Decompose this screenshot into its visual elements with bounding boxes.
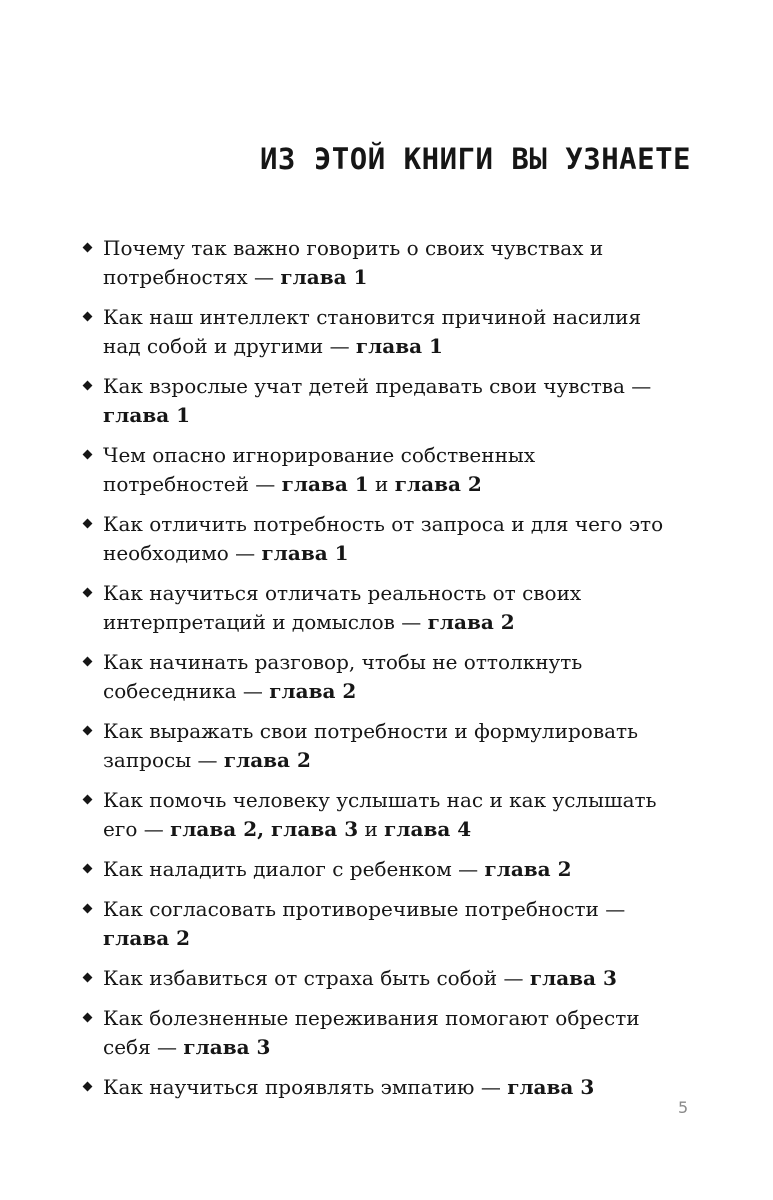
topics-list (80, 234, 680, 1113)
item-text: Чем опасно игнорирование собственных потребностей — (103, 443, 536, 496)
chapter-ref: глава 2 (394, 472, 482, 496)
chapter-ref: глава 2 (427, 610, 515, 634)
list-item (80, 441, 680, 499)
diamond-bullet-icon (83, 864, 93, 874)
page-number: 5 (678, 1098, 689, 1117)
chapter-ref: глава 2 (223, 748, 311, 772)
list-item (80, 895, 680, 953)
item-text: Почему так важно говорить о своих чувствах и потребностях — (103, 236, 604, 289)
diamond-bullet-icon (83, 243, 93, 253)
item-text: Как избавиться от страха быть собой — (103, 966, 530, 990)
item-text: Как начинать разговор, чтобы не оттолкнуть собеседника — (103, 650, 583, 703)
diamond-bullet-icon (83, 973, 93, 983)
item-text: Как научиться отличать реальность от своих интерпретаций и домыслов — (103, 581, 582, 634)
item-text: Как научиться проявлять эмпатию — (103, 1075, 508, 1099)
conjunction: и (368, 472, 395, 496)
diamond-bullet-icon (83, 1013, 93, 1023)
item-text: Как отличить потребность от запроса и для чего это необходимо — (103, 512, 664, 565)
item-text: Как взрослые учат детей предавать свои чувства — (103, 374, 652, 398)
chapter-ref: глава 1 (103, 403, 191, 427)
chapter-ref: глава 2 (484, 857, 572, 881)
diamond-bullet-icon (83, 726, 93, 736)
chapter-ref: глава 3 (529, 966, 617, 990)
chapter-ref: глава 2 (269, 679, 357, 703)
conjunction: и (358, 817, 385, 841)
list-item (80, 1004, 680, 1062)
item-text: Как помочь человеку услышать нас и как услышать его — (103, 788, 657, 841)
diamond-bullet-icon (83, 381, 93, 391)
list-item (80, 303, 680, 361)
chapter-ref: глава 2, глава 3 (170, 817, 359, 841)
diamond-bullet-icon (83, 588, 93, 598)
list-item (80, 372, 680, 430)
list-item (80, 234, 680, 292)
chapter-ref: глава 1 (261, 541, 349, 565)
diamond-bullet-icon (83, 657, 93, 667)
list-item (80, 964, 680, 993)
diamond-bullet-icon (83, 450, 93, 460)
page-title: ИЗ ЭТОЙ КНИГИ ВЫ УЗНАЕТЕ (259, 142, 691, 176)
diamond-bullet-icon (83, 519, 93, 529)
chapter-ref: глава 4 (384, 817, 472, 841)
item-text: Как наш интеллект становится причиной насилия над собой и другими — (103, 305, 642, 358)
chapter-ref: глава 3 (507, 1075, 595, 1099)
diamond-bullet-icon (83, 795, 93, 805)
chapter-ref: глава 1 (280, 265, 368, 289)
chapter-ref: глава 1 (281, 472, 369, 496)
chapter-ref: глава 2 (103, 926, 191, 950)
diamond-bullet-icon (83, 904, 93, 914)
list-item (80, 717, 680, 775)
diamond-bullet-icon (83, 1082, 93, 1092)
list-item (80, 786, 680, 844)
list-item (80, 579, 680, 637)
chapter-ref: глава 1 (355, 334, 443, 358)
list-item (80, 510, 680, 568)
list-item (80, 1073, 680, 1102)
diamond-bullet-icon (83, 312, 93, 322)
item-text: Как болезненные переживания помогают обрести себя — (103, 1006, 640, 1059)
list-item (80, 855, 680, 884)
chapter-ref: глава 3 (183, 1035, 271, 1059)
item-text: Как согласовать противоречивые потребности — (103, 897, 626, 921)
item-text: Как наладить диалог с ребенком — (103, 857, 485, 881)
item-text: Как выражать свои потребности и формулировать запросы — (103, 719, 638, 772)
list-item (80, 648, 680, 706)
